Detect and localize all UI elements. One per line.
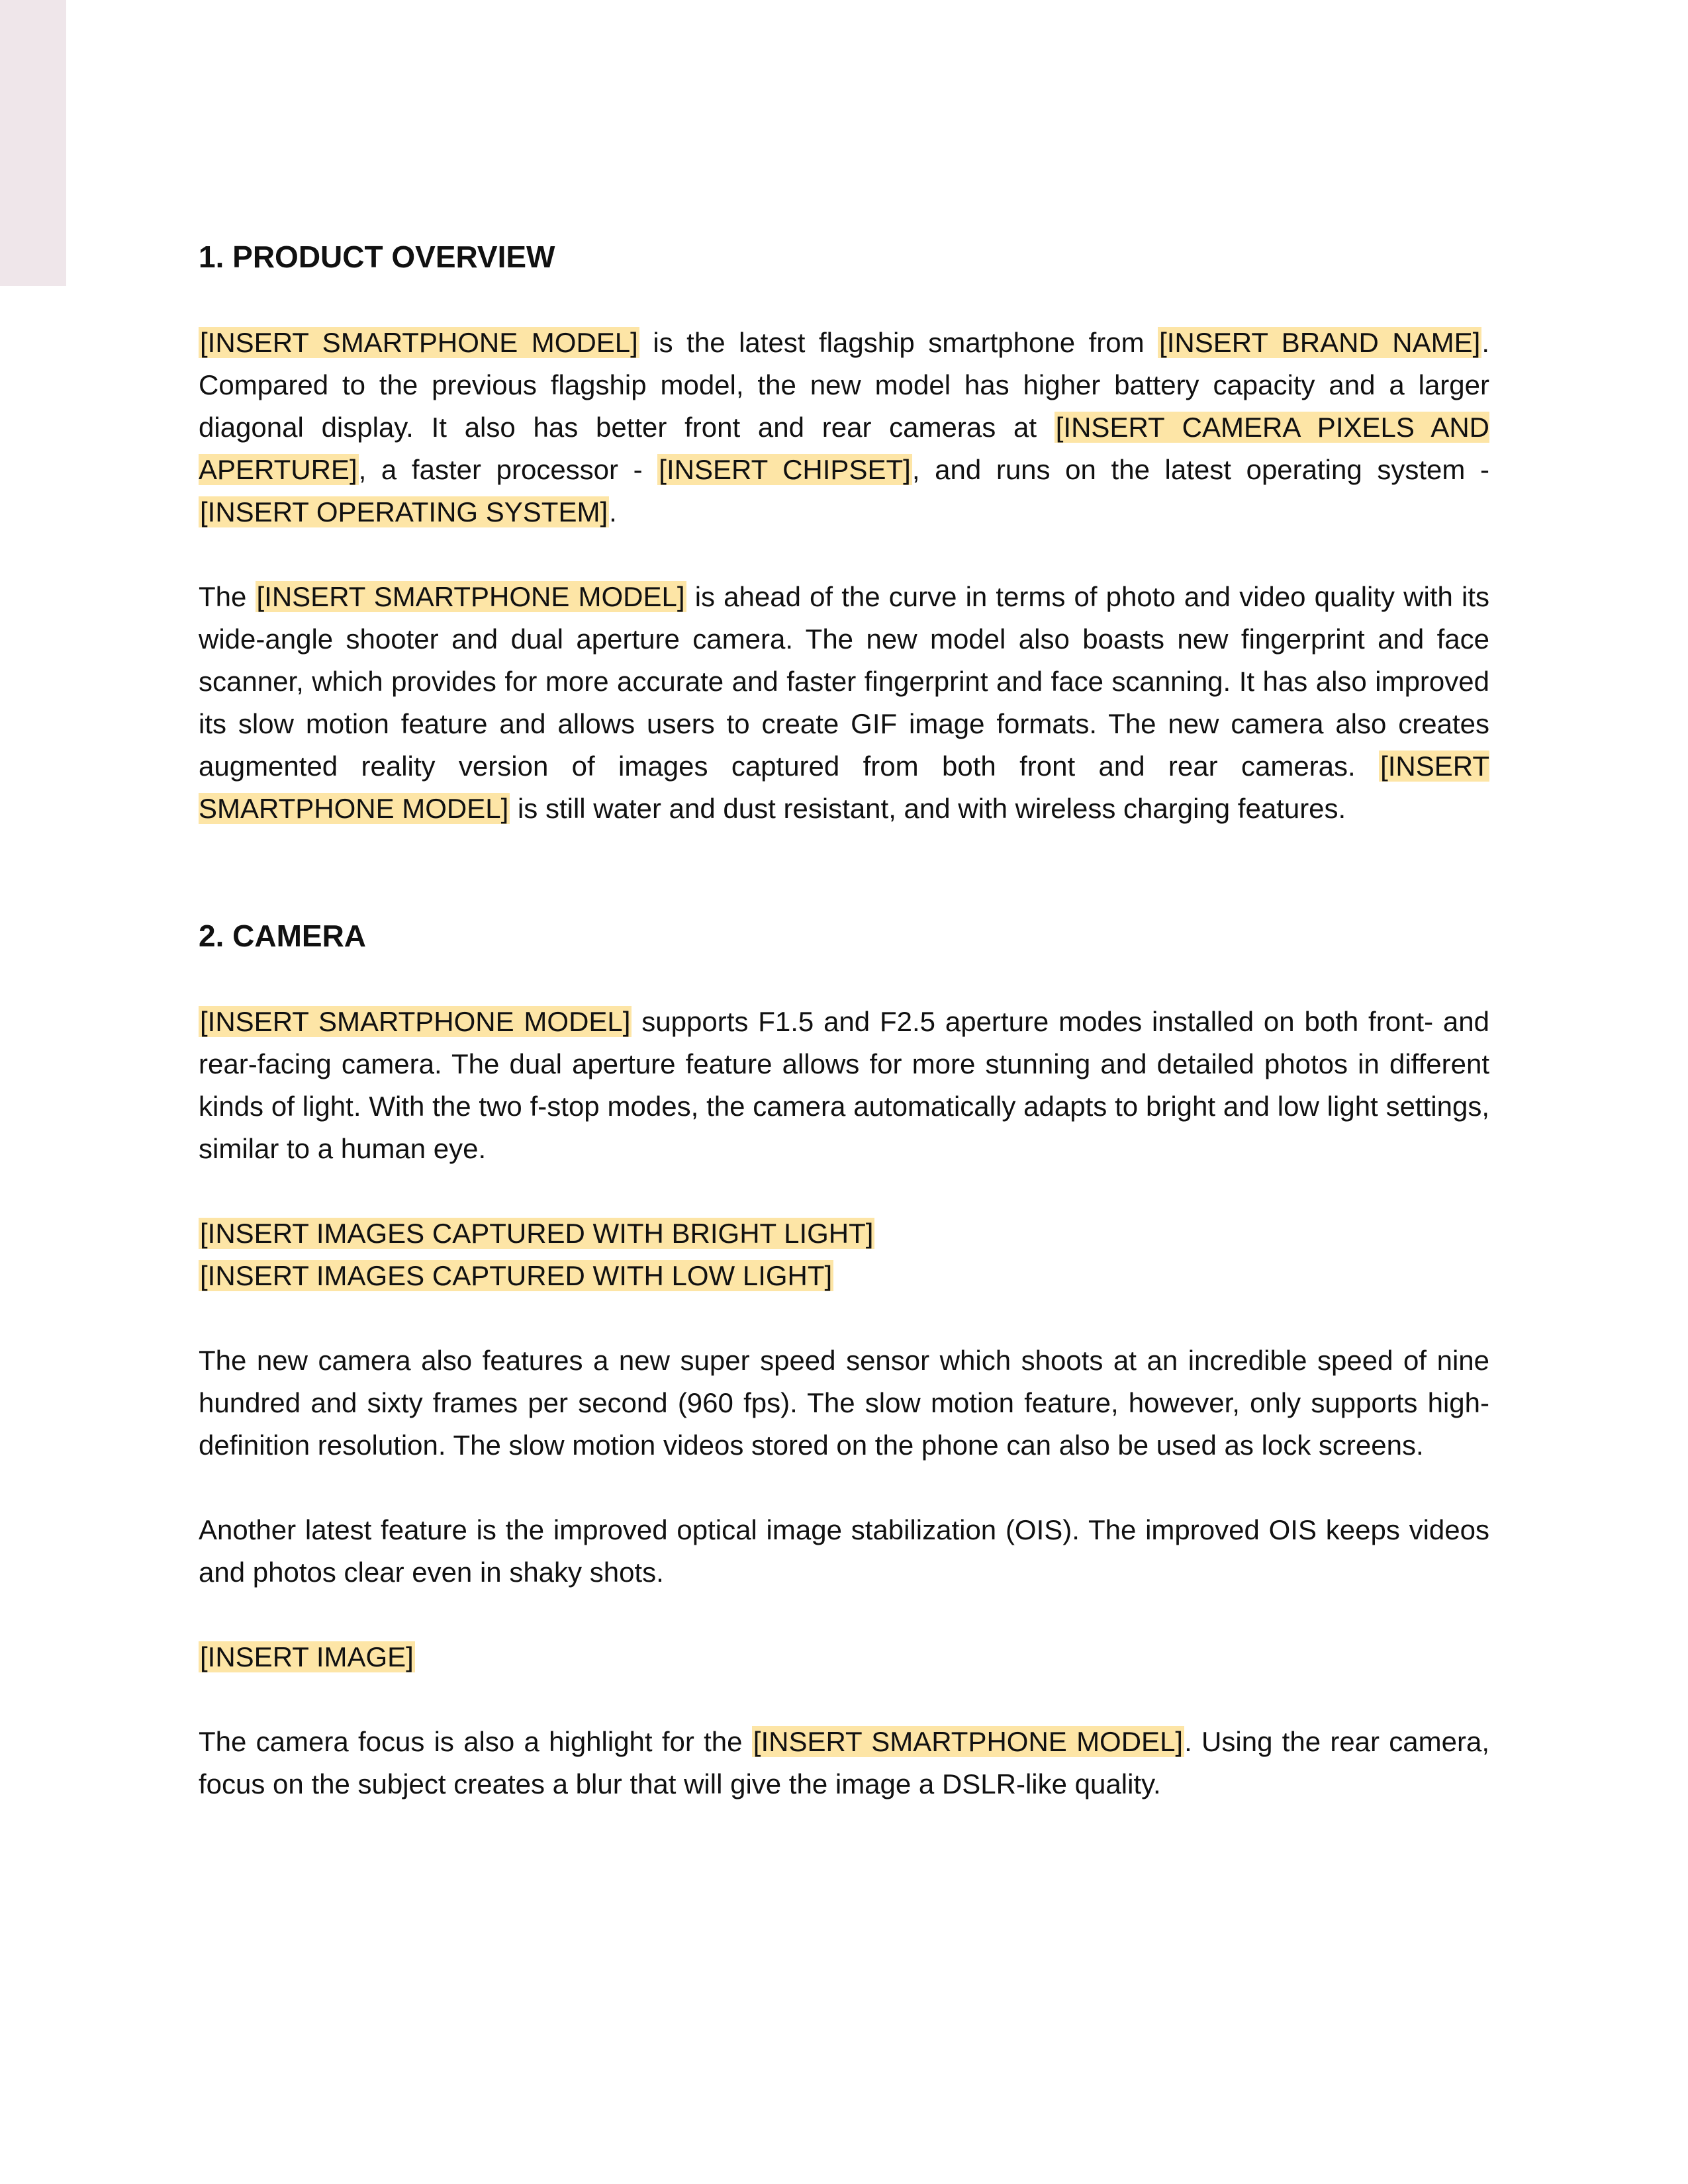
text-run: . Compared to the previous flagship model, the new model has higher battery capacity and a larger diagonal display. It also has better front and rear cameras at xyxy=(199,327,1489,443)
text-run: , a faster processor - xyxy=(358,454,658,485)
placeholder-smartphone-model: [INSERT SMARTPHONE MODEL] xyxy=(200,1006,631,1037)
placeholder-smartphone-model: [INSERT SMARTPHONE MODEL] xyxy=(199,751,1489,824)
image-placeholder-paragraph xyxy=(199,1636,1489,1678)
image-placeholder-group xyxy=(199,1212,1489,1297)
placeholder-smartphone-model: [INSERT SMARTPHONE MODEL] xyxy=(256,581,685,612)
text-run: supports F1.5 and F2.5 aperture modes installed on both front- and rear-facing camera. The dual aperture feature allows for more stunning and detailed photos in different kinds of light. With the two f-stop modes, the camera automatically adapts to bright and low light settings, similar to a human eye. xyxy=(199,1006,1489,1164)
text-run: . Using the rear camera, focus on the subject creates a blur that will give the image a DSLR-like quality. xyxy=(199,1726,1490,1799)
camera-paragraph-2: The new camera also features a new super speed sensor which shoots at an incredible speed of nine hundred and sixty frames per second (960 fps). The slow motion feature, however, only supports high-definition resolution. The slow motion videos stored on the phone can also be used as lock screens. xyxy=(199,1345,1489,1461)
side-margin-tab xyxy=(0,0,66,286)
text-run: The camera focus is also a highlight for the xyxy=(199,1726,752,1757)
overview-paragraph-1 xyxy=(199,322,1489,533)
placeholder-camera-pixels-aperture: [INSERT CAMERA PIXELS AND APERTURE] xyxy=(199,412,1490,485)
placeholder-brand-name: [INSERT BRAND NAME] xyxy=(1159,327,1481,358)
text-run: . xyxy=(609,496,617,527)
placeholder-operating-system: [INSERT OPERATING SYSTEM] xyxy=(200,496,608,527)
camera-paragraph-4 xyxy=(199,1721,1489,1805)
document-body xyxy=(199,236,1489,1805)
text-run: is ahead of the curve in terms of photo and video quality with its wide-angle shooter and dual aperture camera. The new model also boasts new fingerprint and face scanner, which provides for more accurate and faster fingerprint and face scanning. It has also improved its slow motion feature and allows users to create GIF image formats. The new camera also creates augmented reality version of images captured from both front and rear cameras. xyxy=(199,581,1489,782)
placeholder-smartphone-model: [INSERT SMARTPHONE MODEL] xyxy=(753,1726,1184,1757)
text-run: , and runs on the latest operating system - xyxy=(912,454,1490,485)
placeholder-low-light-images: [INSERT IMAGES CAPTURED WITH LOW LIGHT] xyxy=(200,1260,833,1291)
placeholder-image: [INSERT IMAGE] xyxy=(200,1641,414,1672)
text-run: The xyxy=(199,581,256,612)
camera-paragraph-1 xyxy=(199,1001,1489,1170)
placeholder-bright-light-images: [INSERT IMAGES CAPTURED WITH BRIGHT LIGHT] xyxy=(200,1218,874,1249)
overview-paragraph-2 xyxy=(199,576,1489,830)
text-run: is still water and dust resistant, and with wireless charging features. xyxy=(510,793,1346,824)
camera-paragraph-3: Another latest feature is the improved optical image stabilization (OIS). The improved OIS keeps videos and photos clear even in shaky shots. xyxy=(199,1514,1489,1588)
placeholder-smartphone-model: [INSERT SMARTPHONE MODEL] xyxy=(200,327,638,358)
section-heading-product-overview: 1. PRODUCT OVERVIEW xyxy=(199,240,555,274)
placeholder-chipset: [INSERT CHIPSET] xyxy=(659,454,911,485)
text-run: is the latest flagship smartphone from xyxy=(639,327,1158,358)
section-heading-camera: 2. CAMERA xyxy=(199,919,367,953)
